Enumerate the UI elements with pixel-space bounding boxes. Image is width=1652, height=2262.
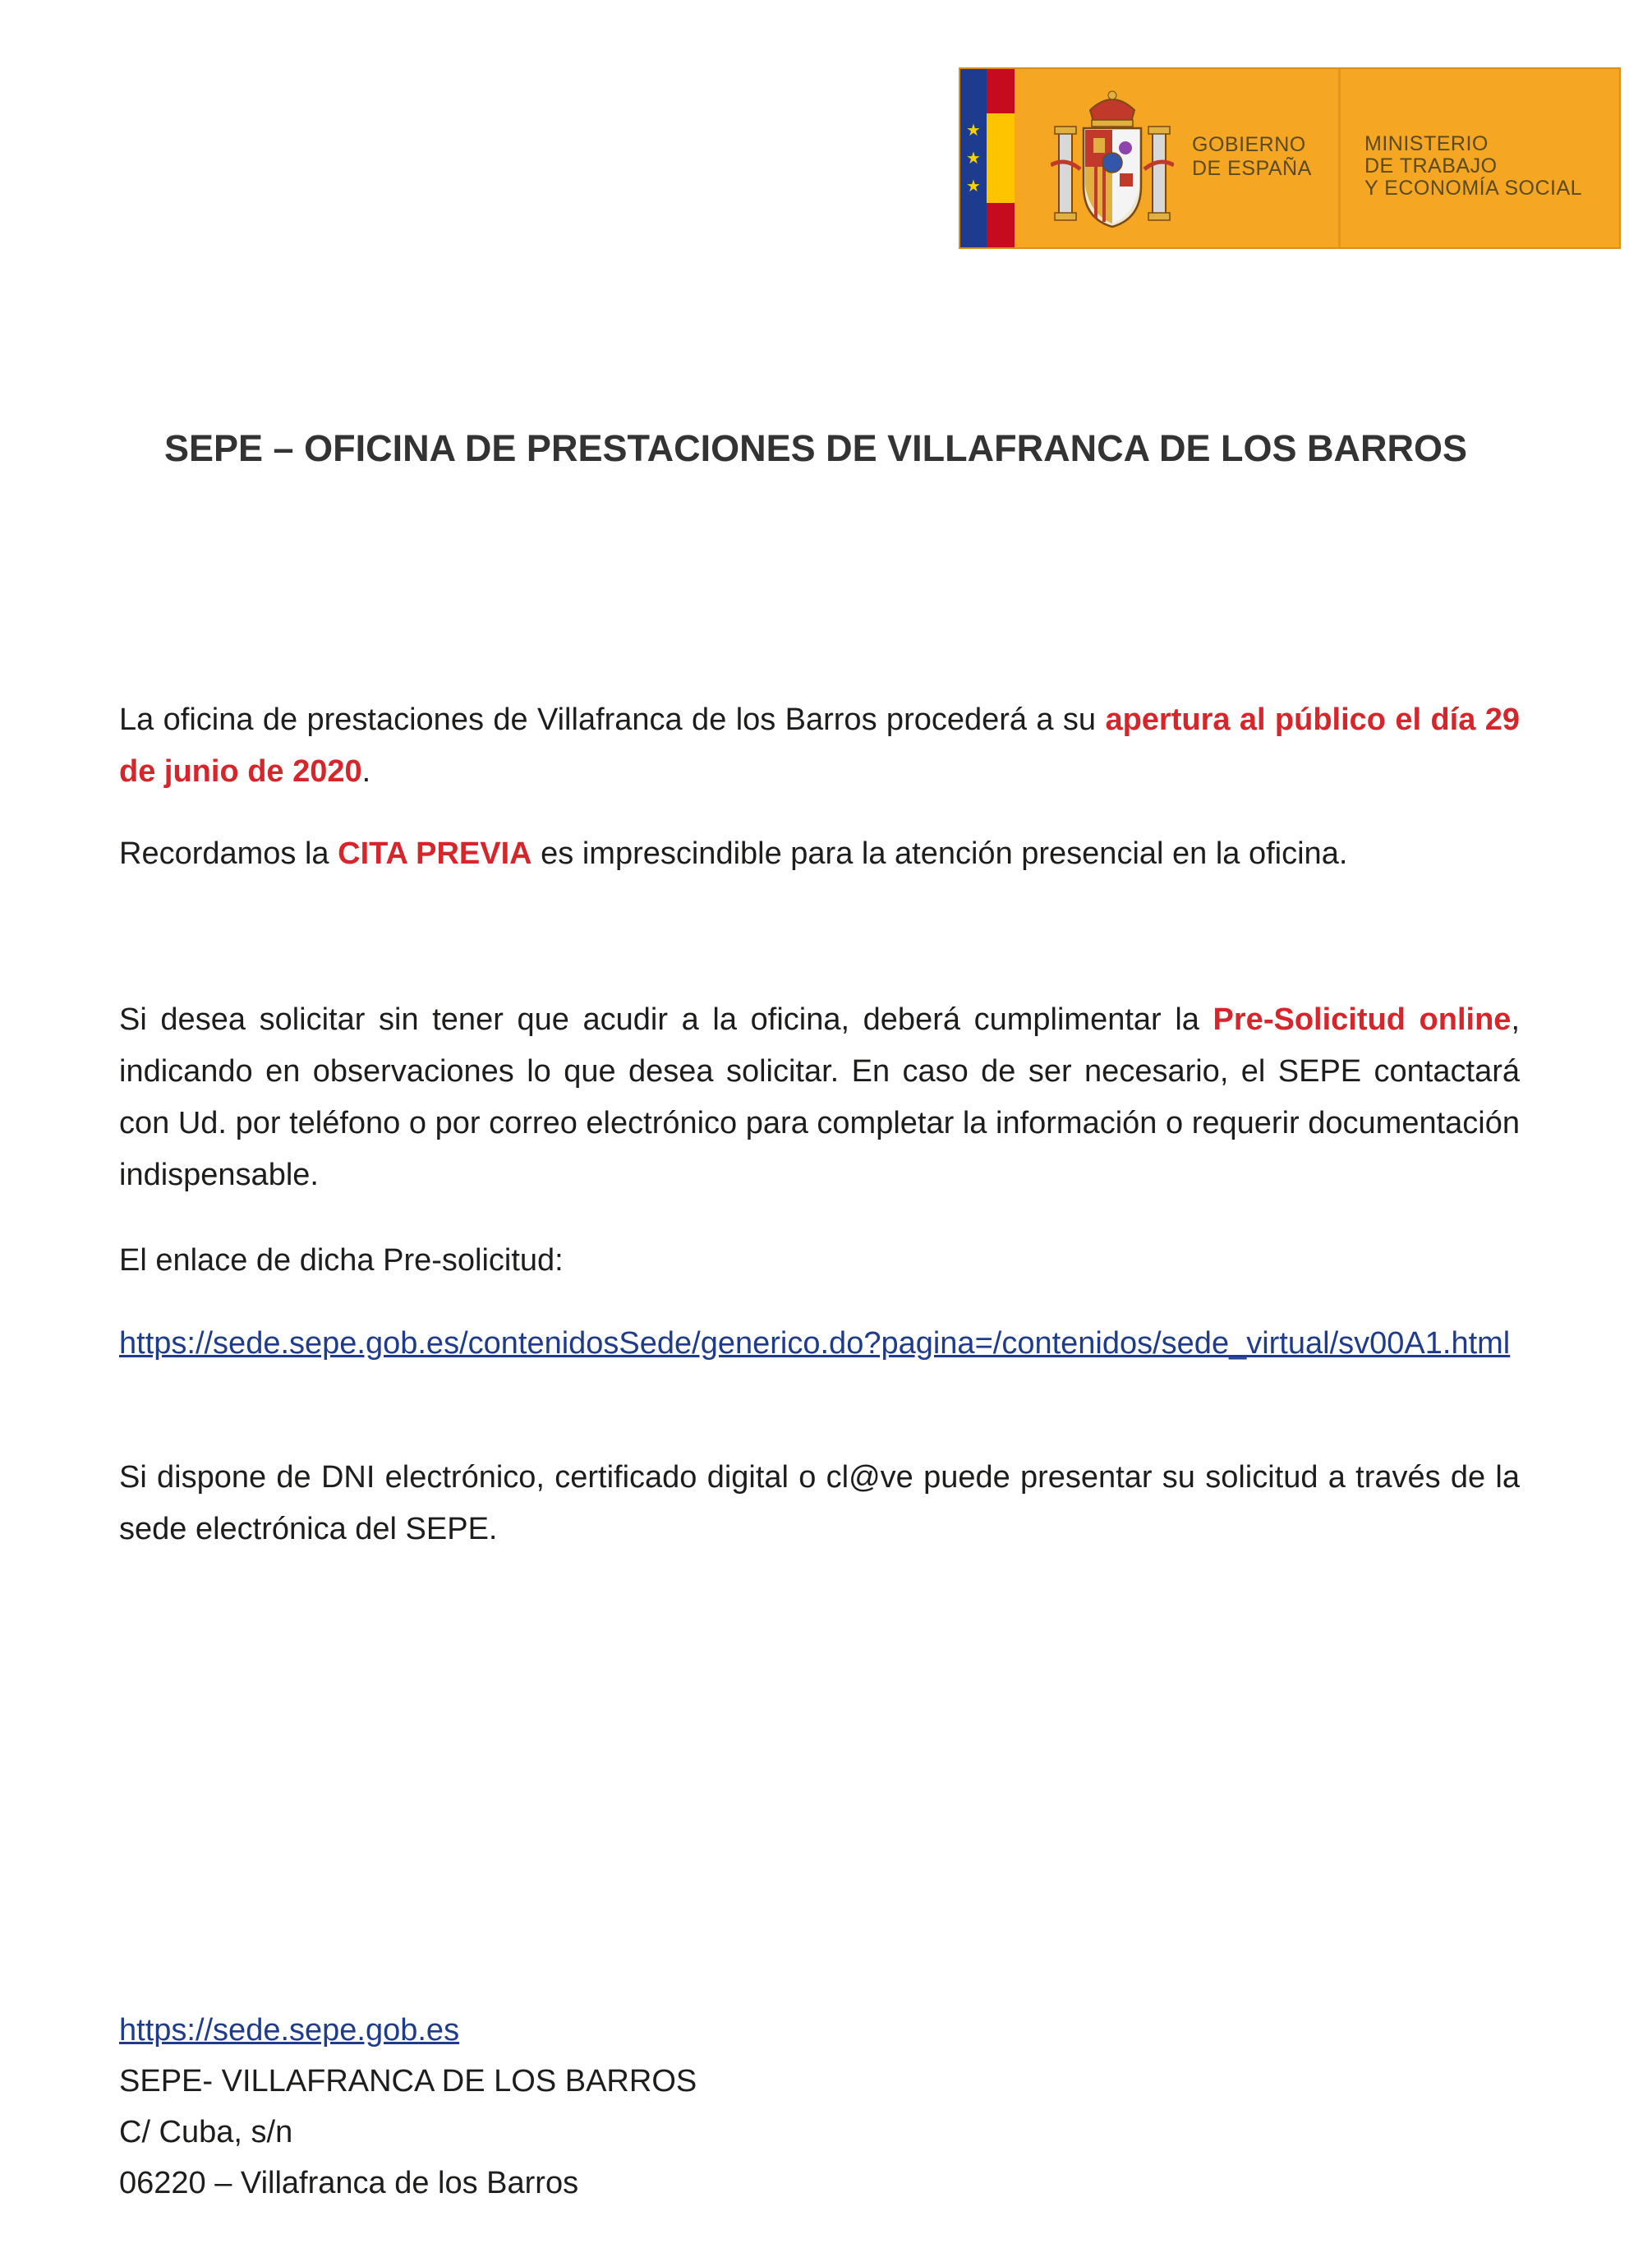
cita-previa-highlight: CITA PREVIA bbox=[338, 836, 532, 871]
opening-paragraph: La oficina de prestaciones de Villafranca de los Barros procederá a su apertura al público el día 29 de junio de 2020. bbox=[119, 703, 1520, 789]
presolicitud-link-paragraph bbox=[119, 1318, 1516, 1370]
gobierno-text: GOBIERNO DE ESPAÑA bbox=[1192, 133, 1312, 180]
sede-link[interactable]: https://sede.sepe.gob.es bbox=[119, 2013, 460, 2048]
logo-divider bbox=[1338, 69, 1341, 247]
spain-flag-icon bbox=[987, 69, 1015, 247]
coat-of-arms-icon bbox=[1051, 87, 1174, 233]
ministerio-text: MINISTERIO DE TRABAJO Y ECONOMÍA SOCIAL bbox=[1364, 132, 1583, 200]
city-address: 06220 – Villafranca de los Barros bbox=[119, 2166, 579, 2200]
cita-previa-paragraph: Recordamos la CITA PREVIA es imprescindible para la atención presencial en la oficina. bbox=[119, 836, 1348, 871]
presolicitud-highlight: Pre-Solicitud online bbox=[1213, 1002, 1512, 1037]
flag-strip bbox=[960, 69, 1015, 247]
eu-flag-icon: ★ ★ ★ bbox=[960, 69, 987, 247]
office-name: SEPE- VILLAFRANCA DE LOS BARROS bbox=[119, 2064, 697, 2098]
street-address: C/ Cuba, s/n bbox=[119, 2115, 293, 2149]
page-title: SEPE – OFICINA DE PRESTACIONES DE VILLAFRANCA DE LOS BARROS bbox=[164, 427, 1467, 469]
opening-date-highlight: apertura al público el día 29 de junio de 2020 bbox=[119, 703, 1520, 789]
presolicitud-paragraph: Si desea solicitar sin tener que acudir a la oficina, deberá cumplimentar la Pre-Solicitud online, indicando en observaciones lo que desea solicitar. En caso de ser necesario, el SEPE contactará con Ud. por teléfono o por correo electrónico para completar la información o requerir documentación indispensable. bbox=[119, 1002, 1520, 1192]
government-logo bbox=[959, 67, 1621, 249]
electronic-office-paragraph: Si dispone de DNI electrónico, certificado digital o cl@ve puede presentar su solicitud a través de la sede electrónica del SEPE. bbox=[119, 1460, 1520, 1546]
link-intro-paragraph: El enlace de dicha Pre-solicitud: bbox=[119, 1243, 564, 1278]
presolicitud-link[interactable]: https://sede.sepe.gob.es/contenidosSede/generico.do?pagina=/contenidos/sede_virtual/sv00A1.html bbox=[119, 1326, 1511, 1361]
footer-address bbox=[119, 2005, 697, 2209]
